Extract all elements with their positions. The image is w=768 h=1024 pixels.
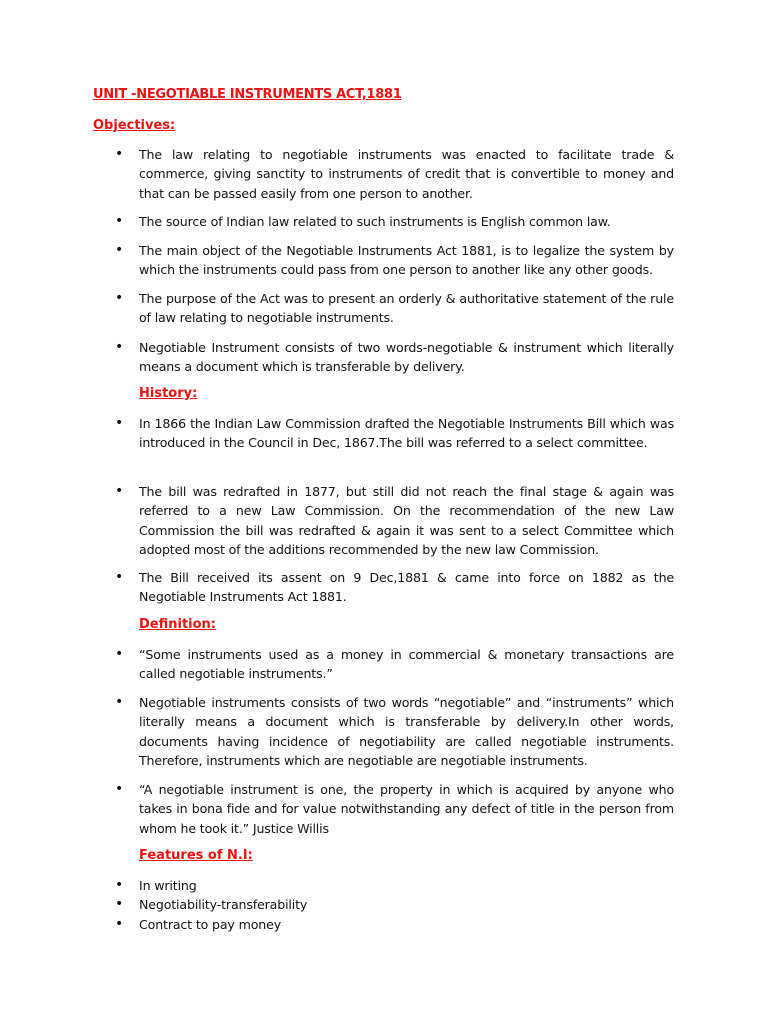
list-item: • In 1866 the Indian Law Commission drafted the Negotiable Instruments Bill which was introduced in the Council in Dec, 1867.The bill was referred to a select committee. [139,414,674,453]
list-item: • The purpose of the Act was to present an orderly & authoritative statement of the rule of law relating to negotiable instruments. [139,289,674,328]
definition-heading: Definition: [139,617,217,632]
document-title: UNIT -NEGOTIABLE INSTRUMENTS ACT,1881 [93,87,402,102]
list-item: • In writing [139,876,674,895]
list-item: • The Bill received its assent on 9 Dec,1881 & came into force on 1882 as the Negotiable Instruments Act 1881. [139,568,674,607]
list-item: • “A negotiable instrument is one, the property in which is acquired by anyone who takes in bona fide and for value notwithstanding any defect of title in the person from whom he took it.” Justice Willis [139,780,674,838]
objectives-heading: Objectives: [93,118,176,133]
list-item: • Negotiable instruments consists of two words “negotiable” and “instruments” which literally means a document which is transferable by delivery.In other words, documents having incidence of negotiability are called negotiable instruments. Therefore, instruments which are negotiable are negotiable instruments. [139,693,674,771]
list-item: • The source of Indian law related to such instruments is English common law. [139,212,674,231]
list-item: • The main object of the Negotiable Instruments Act 1881, is to legalize the system by which the instruments could pass from one person to another like any other goods. [139,241,674,280]
features-heading: Features of N.I: [139,848,253,863]
list-item: • Negotiable Instrument consists of two words-negotiable & instrument which literally means a document which is transferable by delivery. [139,338,674,377]
list-item: • The law relating to negotiable instruments was enacted to facilitate trade & commerce, giving sanctity to instruments of credit that is convertible to money and that can be passed easily from one person to another. [139,145,674,203]
list-item: • Contract to pay money [139,915,674,934]
list-item: • “Some instruments used as a money in commercial & monetary transactions are called negotiable instruments.” [139,645,674,684]
history-heading: History: [139,386,198,401]
list-item: • Negotiability-transferability [139,895,674,914]
list-item: • The bill was redrafted in 1877, but still did not reach the final stage & again was referred to a new Law Commission. On the recommendation of the new Law Commission the bill was redrafted & again it was sent to a select Committee which adopted most of the additions recommended by the new law Commission. [139,482,674,560]
